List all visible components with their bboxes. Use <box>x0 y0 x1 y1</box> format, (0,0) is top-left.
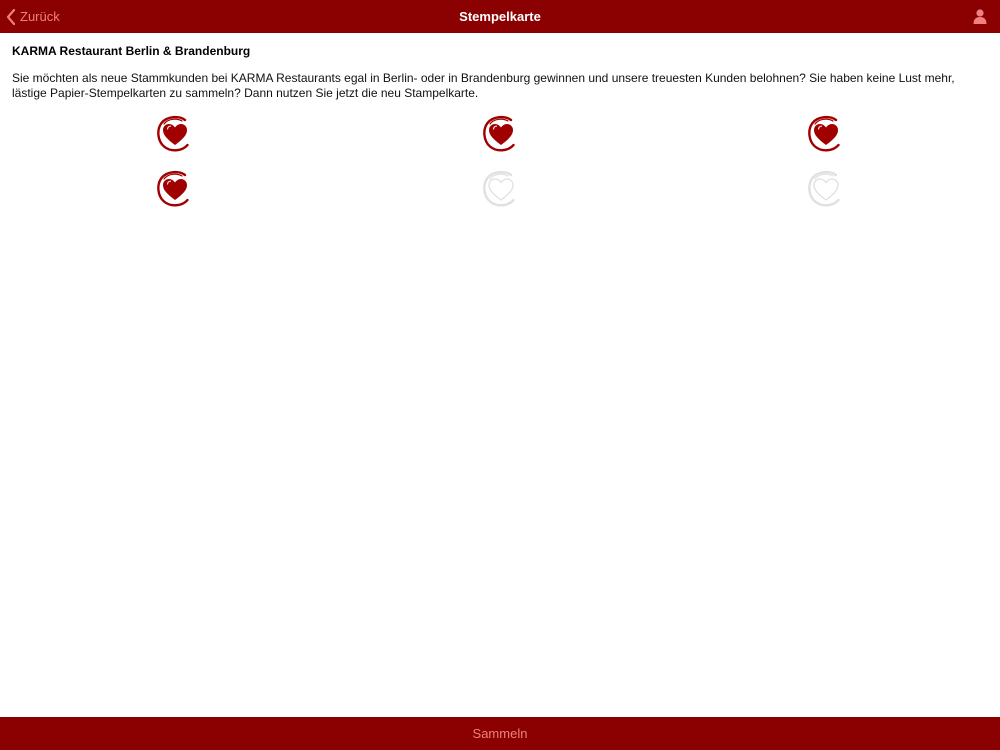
stamp-card-content <box>12 33 988 101</box>
heart-stamp-empty-icon <box>481 169 521 209</box>
heart-stamp-filled-icon <box>481 114 521 154</box>
collect-button[interactable] <box>0 717 1000 750</box>
page-title: Stempelkarte <box>459 9 541 24</box>
back-button-label: Zurück <box>20 9 60 24</box>
stamp-card-description: Sie möchten als neue Stammkunden bei KARMA Restaurants egal in Berlin- oder in Brandenburg gewinnen und unsere treuesten Kunden belohnen? Sie haben keine Lust mehr, lästige Papier-Stempelkarten zu sammeln? Dann nutzen Sie jetzt die neu Stampelkarte. <box>12 71 955 100</box>
heart-stamp-filled-icon <box>155 114 195 154</box>
chevron-left-icon <box>6 9 16 25</box>
navigation-bar <box>0 0 1000 33</box>
heart-stamp-empty-icon <box>806 169 846 209</box>
collect-button-label: Sammeln <box>472 726 528 741</box>
back-button[interactable] <box>6 0 60 33</box>
restaurant-title: KARMA Restaurant Berlin & Brandenburg <box>12 44 251 58</box>
profile-button[interactable] <box>972 8 988 24</box>
user-icon <box>972 8 988 24</box>
heart-stamp-filled-icon <box>806 114 846 154</box>
heart-stamp-filled-icon <box>155 169 195 209</box>
